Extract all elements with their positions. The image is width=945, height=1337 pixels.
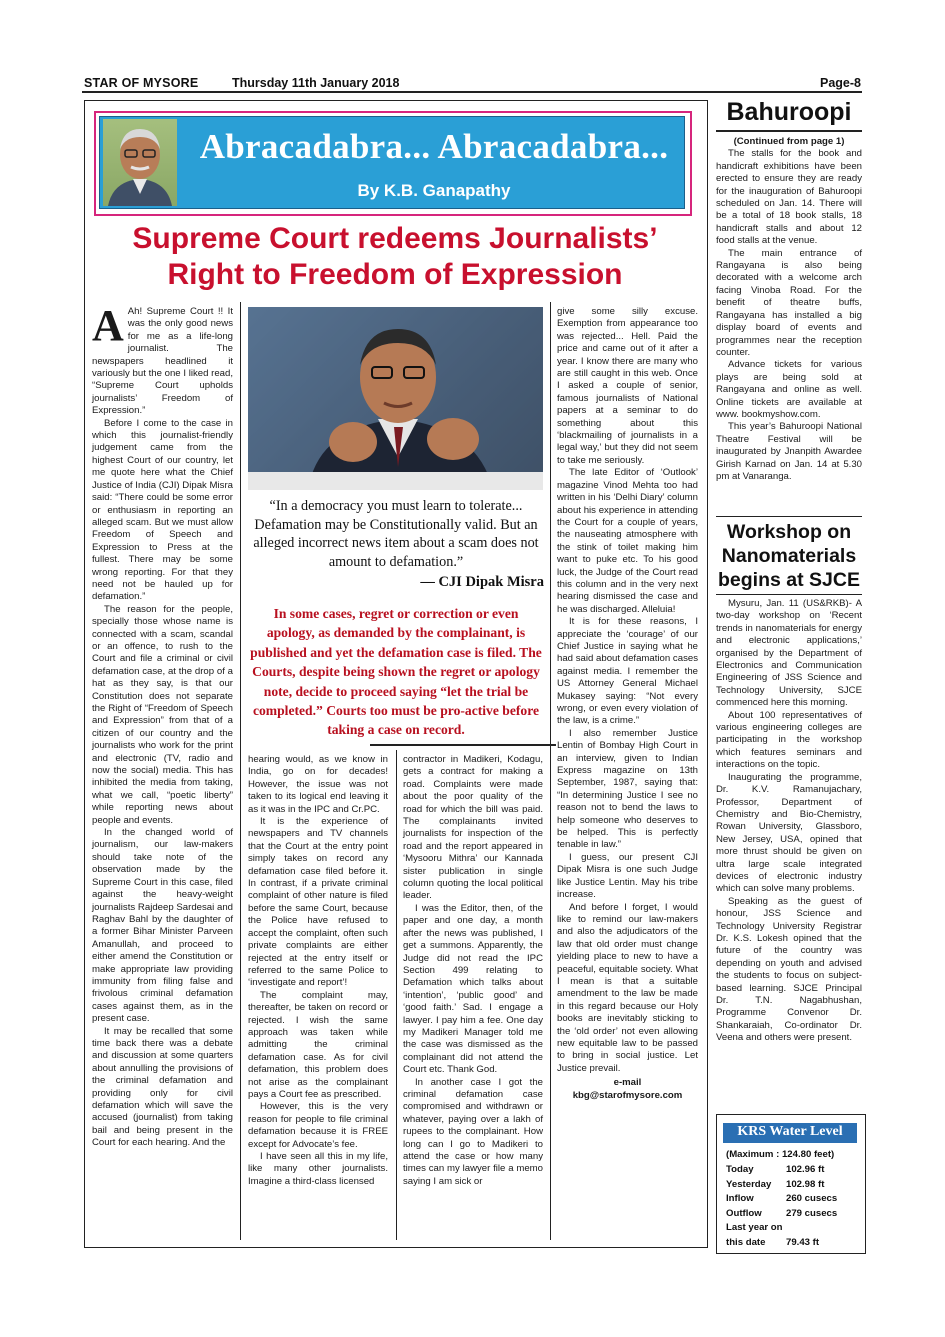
krs-box bbox=[716, 1114, 866, 1254]
krs-row-label: Last year on bbox=[726, 1222, 783, 1234]
article-col-2 bbox=[248, 754, 388, 1188]
article-para: It is the experience of newspapers and TV channels that the Court at the entry point simply takes on record any defamation case filed before it. In contrast, if a private criminal complaint of other nature is filed before the same Court, because the Police have refused to accept the complaint, often such private complaints are either rejected at the entry itself or referred to the same Police to ‘investigate and report’! bbox=[248, 816, 388, 989]
bahuroopi-title: Bahuroopi bbox=[726, 98, 852, 126]
pullquote: In some cases, regret or correction or even apology, as demanded by the complainant, is published and yet the defamation case is filed. The Courts, despite being shown the regret or apology note, decide to proceed saying “let the trial be completed.” Courts too must be pro-active before taking a case on record. bbox=[250, 606, 542, 738]
article-para: The late Editor of ‘Outlook’ magazine Vinod Mehta too had written in his ‘Delhi Diary’ column about his experience in attending the Court for a couple of years, the nauseating atmosphere with the stink of toilet making him want to puke etc. To his good luck, the Judge of the Court read this column and in the very next hearing dismissed the case and he was discharged. Alleluia! bbox=[557, 467, 698, 615]
krs-row bbox=[726, 1237, 856, 1252]
article-para: hearing would, as we know in India, go on for decades! However, the issue was not taken to its logical end leaving it as it was in the IPC and Cr.PC. bbox=[248, 754, 388, 815]
article-para: And before I forget, I would like to remind our law-makers and also the adjudicators of the law that old order must change yielding place to new to have a peaceful, equitable society. What I mean is that a suitable amendment to the law be made in this regard because our Holy books are inevitably sticking to the ‘old order’ not even allowing new equitable law to be passed to bring in social justice. Let Justice prevail. bbox=[557, 901, 698, 1074]
workshop-title-3: begins at SJCE bbox=[718, 569, 860, 591]
krs-row bbox=[726, 1179, 856, 1194]
bahuroopi-para: This year’s Bahuroopi National Theatre Festival will be inaugurated by Jnanpith Awardee Girish Karnad on Jan. 14 at 5.30 pm at Vanaranga. bbox=[716, 421, 862, 482]
column-banner bbox=[94, 111, 692, 216]
bahuroopi-para: The stalls for the book and handicraft exhibitions have been erected to ensure they are ready for the inauguration of Bahuroopi scheduled on Jan. 14. There will be a total of 18 book stalls, 18 handicraft stalls and about 12 food stalls at the venue. bbox=[716, 148, 862, 247]
workshop-para: Mysuru, Jan. 11 (US&RKB)- A two-day workshop on ‘Recent trends in nanomaterials for energy and electronic applications,’ organised by the Department of Electronics and Communication Engineering of JSS Science and Technology University, SJCE commenced here this morning. bbox=[716, 598, 862, 709]
article-para: It may be recalled that some time back there was a debate and discussion at some quarters about annulling the provisions of the criminal defamation and providing only for civil defamation which will save the accused (journalist) from taking bail and being present in the Court for each hearing. And the bbox=[92, 1025, 233, 1149]
pullquote-rule bbox=[370, 744, 556, 746]
krs-max: (Maximum : 124.80 feet) bbox=[726, 1149, 835, 1160]
article-para: However, this is the very reason for people to file criminal defamation because it is FREE except for Advocate’s fee. bbox=[248, 1101, 388, 1150]
header-rule bbox=[82, 91, 862, 93]
headline-line1: Supreme Court redeems Journalists’ bbox=[132, 222, 658, 255]
krs-row-label: Today bbox=[726, 1164, 754, 1175]
krs-row-label: Inflow bbox=[726, 1193, 754, 1205]
article-para: The complaint may, thereafter, be taken on record or rejected. I wish the same approach was taken while admitting the criminal defamation case. As for civil defamation, this problem does not arise as the complainant pays a Court fee as prescribed. bbox=[248, 989, 388, 1100]
workshop-para: Inaugurating the programme, Dr. K.V. Ramanujachary, Professor, Department of Chemistry and Bio-Chemistry, Rowan University, Glassboro, New Jersey, USA, opined that more thrust should be given on ultra large scale integrated devices of electronic industry which can solve many problems. bbox=[716, 771, 862, 895]
krs-row-value: 79.43 ft bbox=[786, 1236, 820, 1248]
headline-line2: Right to Freedom of Expression bbox=[167, 258, 623, 291]
author-photo bbox=[103, 119, 177, 206]
krs-row-label: Outflow bbox=[726, 1207, 762, 1219]
email-label: e-mail bbox=[613, 1077, 642, 1089]
cji-quote: “In a democracy you must learn to tolerate... Defamation may be Constitutionally valid. But an alleged incorrect news item about a scam does not amount to defamation.” bbox=[253, 498, 539, 570]
krs-row bbox=[726, 1164, 856, 1179]
col-rule-3 bbox=[550, 302, 551, 1240]
author-portrait-icon bbox=[103, 119, 177, 206]
article-para: A Ah! Supreme Court !! It was the only good news for me as a life-long journalist. The newspapers headlined it variously but the one I liked read, “Supreme Court upholds journalists’ Freedom of Expression.” bbox=[92, 301, 233, 417]
article-para: It is for these reasons, I appreciate the ‘courage’ of our Chief Justice in saying what he had said about defamation cases against media. I remember the US Attorney General Michael Mukasey saying: “Not every wrong, or even every violation of the law, is a crime.” bbox=[557, 616, 698, 727]
bahuroopi-para: Advance tickets for various plays are being sold at Rangayana and online as well. Online tickets are available at www. bookmyshow.com. bbox=[716, 359, 862, 420]
krs-row-label: Yesterday bbox=[726, 1178, 772, 1190]
krs-row-value: 102.98 ft bbox=[786, 1178, 825, 1190]
article-para: In another case I got the criminal defamation case compromised and withdrawn or whatever, paying over a lakh of rupees to the complainant. How long can I go to Madikeri to attend the case or how many times can my lawyer file a memo saying I am sick or bbox=[403, 1076, 543, 1187]
krs-row bbox=[726, 1208, 856, 1223]
article-para: The reason for the people, specially those whose name is connected with a scam, scandal or an offence, to rush to the Court and file a criminal or civil defamation case, at the drop of a hat as they say, is that our Constitution does not separate the Right of “Freedom of Speech and Expression” from that of a citizen of our country and the journalists who work for the print and electronic (TV, radio and now the social) media. This has inhibited the media from taking, what we call, “poetic liberty” while reporting news about people and events. bbox=[92, 603, 233, 826]
article-para: give some silly excuse. Exemption from appearance too was rejected... Hell. Paid the price and came out of it after a year. I know there are many who are still caught in this web. Once I asked a couple of senior, famous journalists of National papers at a seminar to do something about this ‘blackmailing of journalists in a legal way,’ but they did not seem to take me seriously. bbox=[557, 306, 698, 466]
article-para: I also remember Justice Lentin of Bombay High Court in an interview, given to Indian Express magazine on 13th September, 1987, saying that: “In determining Justice I see no reason not to bend the laws to help someone who deserves to be helped. This is perfectly tenable in law.” bbox=[557, 727, 698, 851]
article-col-1 bbox=[92, 301, 233, 1150]
masthead-page: Page-8 bbox=[820, 76, 861, 90]
bahuroopi-continued: (Continued from page 1) bbox=[733, 136, 845, 147]
workshop-body bbox=[716, 598, 862, 1045]
krs-row bbox=[726, 1222, 856, 1237]
article-para: I have seen all this in my life, like many other journalists. Imagine a third-class licensed bbox=[248, 1151, 388, 1187]
dropcap: A bbox=[92, 301, 124, 350]
bahuroopi-para: The main entrance of Rangayana is also being decorated with a welcome arch facing Vinoba Road. For the benefit of theatre buffs, Rangayana has installed a big display board of events and programmes near the reception counter. bbox=[716, 247, 862, 358]
workshop-title-1: Workshop on bbox=[726, 521, 852, 543]
workshop-para: About 100 representatives of various engineering colleges are participating in the workshop which features seminars and interactions on the topic. bbox=[716, 709, 862, 771]
cji-photo bbox=[248, 307, 543, 490]
article-para: contractor in Madikeri, Kodagu, gets a contract for making a road. Complaints were made about the poor quality of the road for which the bill was paid. The complainants invited journalists for inspection of the road and the report appeared in ‘Mysooru Mithra’ our Kannada sister publication in single column quoting the local political leader. bbox=[403, 754, 543, 902]
krs-row bbox=[726, 1193, 856, 1208]
article-col-4 bbox=[557, 306, 698, 1102]
article-para: I was the Editor, then, of the paper and one day, a month after the news was published, I get a summons. Apparently, the Judge did not read the IPC Section 499 relating to Defamation which talks about ‘intention’, ‘public good’ and ‘good faith.’ Sad. I engage a lawyer. I pay him a fee. One day my Madikeri Manager told me the case was dismissed as the complainant did not attend the Court etc. Thank God. bbox=[403, 902, 543, 1076]
workshop-title-2: Nanomaterials bbox=[721, 545, 857, 567]
workshop-para: Speaking as the guest of honour, JSS Science and Technology University Registrar Dr. K.S. Lokesh opined that the future of the country was depending on youth and advised the students to focus on subject-based learning. SJCE Principal Dr. T.N. Nagabhushan, Programme Convenor Dr. Shankaraiah, Co-ordinator Dr. Veena and others were present. bbox=[716, 895, 862, 1044]
article-col-3 bbox=[403, 754, 543, 1188]
krs-row-label: this date bbox=[726, 1236, 766, 1248]
krs-row-value: 260 cusecs bbox=[786, 1193, 838, 1205]
banner-title: Abracadabra... Abracadabra... bbox=[199, 127, 669, 166]
cji-portrait-icon bbox=[248, 307, 543, 490]
bahuroopi-body bbox=[716, 136, 862, 483]
bahuroopi-rule bbox=[716, 130, 862, 132]
workshop-rule bbox=[716, 594, 862, 595]
author-email[interactable]: kbg@starofmysore.com bbox=[572, 1089, 683, 1101]
krs-table bbox=[726, 1164, 856, 1252]
workshop-top-rule bbox=[716, 516, 862, 517]
krs-row-value: 279 cusecs bbox=[786, 1207, 838, 1219]
krs-title: KRS Water Level bbox=[737, 1124, 843, 1139]
article-para: Before I come to the case in which this journalist-friendly judgement came from the highest Court of our country, let me quote here what the Chief Justice of India (CJI) Dipak Misra said: “There could be some error or enthusiasm in reporting an alleged scam. But we must allow Freedom of Speech and Expression to Press at the fullest. There may be some wrong reporting. For that they need not be hauled up for defamation.” bbox=[92, 417, 233, 603]
banner-byline: By K.B. Ganapathy bbox=[357, 181, 511, 200]
masthead-paper: STAR OF MYSORE bbox=[84, 76, 199, 90]
article-para: I guess, our present CJI Dipak Misra is one such Judge like Justice Lentin. May his tribe increase. bbox=[557, 851, 698, 901]
cji-quote-attribution: — CJI Dipak Misra bbox=[420, 574, 544, 590]
col-rule-2 bbox=[396, 750, 397, 1240]
article-para: In the changed world of journalism, our law-makers should take note of the observation made by the Supreme Court in this case, filed against the heavy-weight journalists Rajdeep Sardesai and Raghav Bahl by the daughter of a former Bihar Minister Parveen Amanullah, and proceed to either amend the Constitution or make appropriate law providing immunity from filing false and frivolous criminal defamation cases against them, as in the present case. bbox=[92, 827, 233, 1025]
col-rule-1 bbox=[240, 302, 241, 1240]
krs-title-bar bbox=[723, 1123, 857, 1143]
krs-row-value: 102.96 ft bbox=[786, 1164, 825, 1175]
masthead-date: Thursday 11th January 2018 bbox=[232, 76, 400, 90]
